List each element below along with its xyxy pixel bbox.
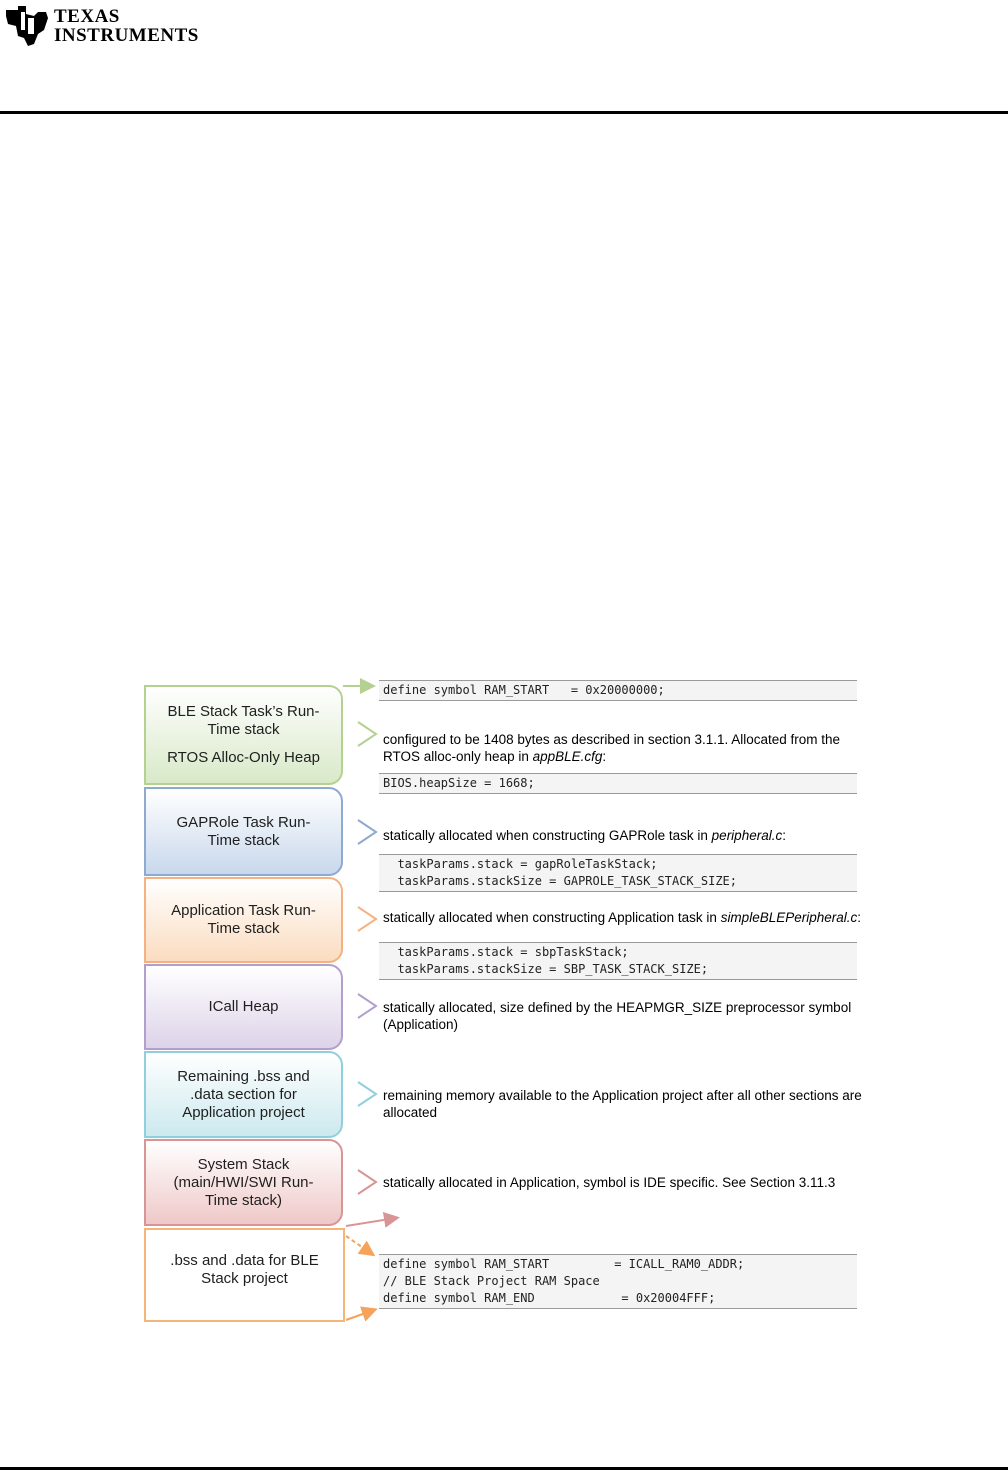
code-app <box>379 942 857 980</box>
desc-app-end: : <box>857 910 862 925</box>
block-ble-line1: BLE Stack Task’s Run- <box>167 703 320 720</box>
code-heap <box>379 773 857 794</box>
block-sys-line2: (main/HWI/SWI Run- <box>173 1173 314 1191</box>
footer-rule <box>0 1467 1008 1470</box>
desc-sys <box>383 1174 863 1191</box>
pointer-ble <box>358 722 376 746</box>
block-gap-line2: Time stack <box>207 831 280 849</box>
code-gap <box>379 854 857 892</box>
block-sys-line3: Time stack) <box>205 1191 282 1209</box>
pointer-icall <box>358 994 376 1018</box>
pointer-gap <box>358 820 376 844</box>
logo-text-texas: TEXAS <box>54 6 120 27</box>
pointer-sys <box>358 1170 376 1194</box>
code-ram-start-text: define symbol RAM_START = 0x20000000; <box>383 683 665 697</box>
desc-sys-text: statically allocated in Application, symbol is IDE specific. See Section 3.11.3 <box>383 1175 836 1190</box>
desc-rem-text: remaining memory available to the Application project after all other sections are allocated <box>383 1088 862 1120</box>
block-ble-line3: RTOS Alloc-Only Heap <box>167 749 320 766</box>
desc-gap-end: : <box>782 828 786 843</box>
desc-icall <box>383 999 863 1033</box>
code-app-line2: taskParams.stackSize = SBP_TASK_STACK_SIZE; <box>383 962 709 976</box>
block-app-line1: Application Task Run- <box>171 902 316 919</box>
pointer-rem <box>358 1082 376 1106</box>
arrow-sys-end <box>346 1218 396 1226</box>
block-bss-line2: Stack project <box>201 1270 288 1287</box>
block-rem-line1: Remaining .bss and <box>177 1067 310 1085</box>
code-ram-start <box>379 680 857 701</box>
arrow-bss-end <box>346 1310 374 1320</box>
code-stack-line3: define symbol RAM_END = 0x20004FFF; <box>383 1291 716 1305</box>
desc-rem <box>383 1087 863 1121</box>
code-stack-line1: define symbol RAM_START = ICALL_RAM0_ADDR; <box>383 1257 745 1271</box>
block-ble-line2: Time stack <box>207 721 280 738</box>
desc-app <box>383 909 863 926</box>
desc-icall-text: statically allocated, size defined by the HEAPMGR_SIZE preprocessor symbol (Application) <box>383 1000 852 1032</box>
block-icall-line1: ICall Heap <box>208 998 279 1015</box>
pointer-app <box>358 907 376 931</box>
block-sys-line1: System Stack <box>197 1155 290 1173</box>
desc-app-file: simpleBLEPeripheral.c <box>720 910 858 925</box>
desc-app-text: statically allocated when constructing Application task in <box>383 910 721 925</box>
block-rem-line3: Application project <box>182 1103 305 1121</box>
block-gap-line1: GAPRole Task Run- <box>176 813 311 831</box>
code-gap-line2: taskParams.stackSize = GAPROLE_TASK_STACK_SIZE; <box>383 874 738 888</box>
desc-heap <box>383 731 863 765</box>
code-heap-text: BIOS.heapSize = 1668; <box>383 776 535 790</box>
desc-heap-file: appBLE.cfg <box>532 749 603 764</box>
desc-gap-text: statically allocated when constructing GAPRole task in <box>383 828 712 843</box>
desc-gap-file: peripheral.c <box>711 828 783 843</box>
block-bss-line1: .bss and .data for BLE <box>170 1252 319 1269</box>
code-stack <box>379 1254 857 1309</box>
code-gap-line1: taskParams.stack = gapRoleTaskStack; <box>383 857 658 871</box>
code-app-line1: taskParams.stack = sbpTaskStack; <box>383 945 629 959</box>
block-rem-line2: .data section for <box>190 1085 297 1103</box>
arrow-bss-start <box>346 1236 372 1254</box>
desc-gap <box>383 827 863 844</box>
desc-heap-text: configured to be 1408 bytes as described in section 3.1.1. Allocated from the RTOS alloc-only heap in <box>383 732 841 764</box>
block-app-line2: Time stack <box>207 920 280 937</box>
logo-text-instruments: INSTRUMENTS <box>54 25 199 46</box>
code-stack-line2: // BLE Stack Project RAM Space <box>383 1274 600 1288</box>
desc-heap-end: : <box>602 749 607 764</box>
